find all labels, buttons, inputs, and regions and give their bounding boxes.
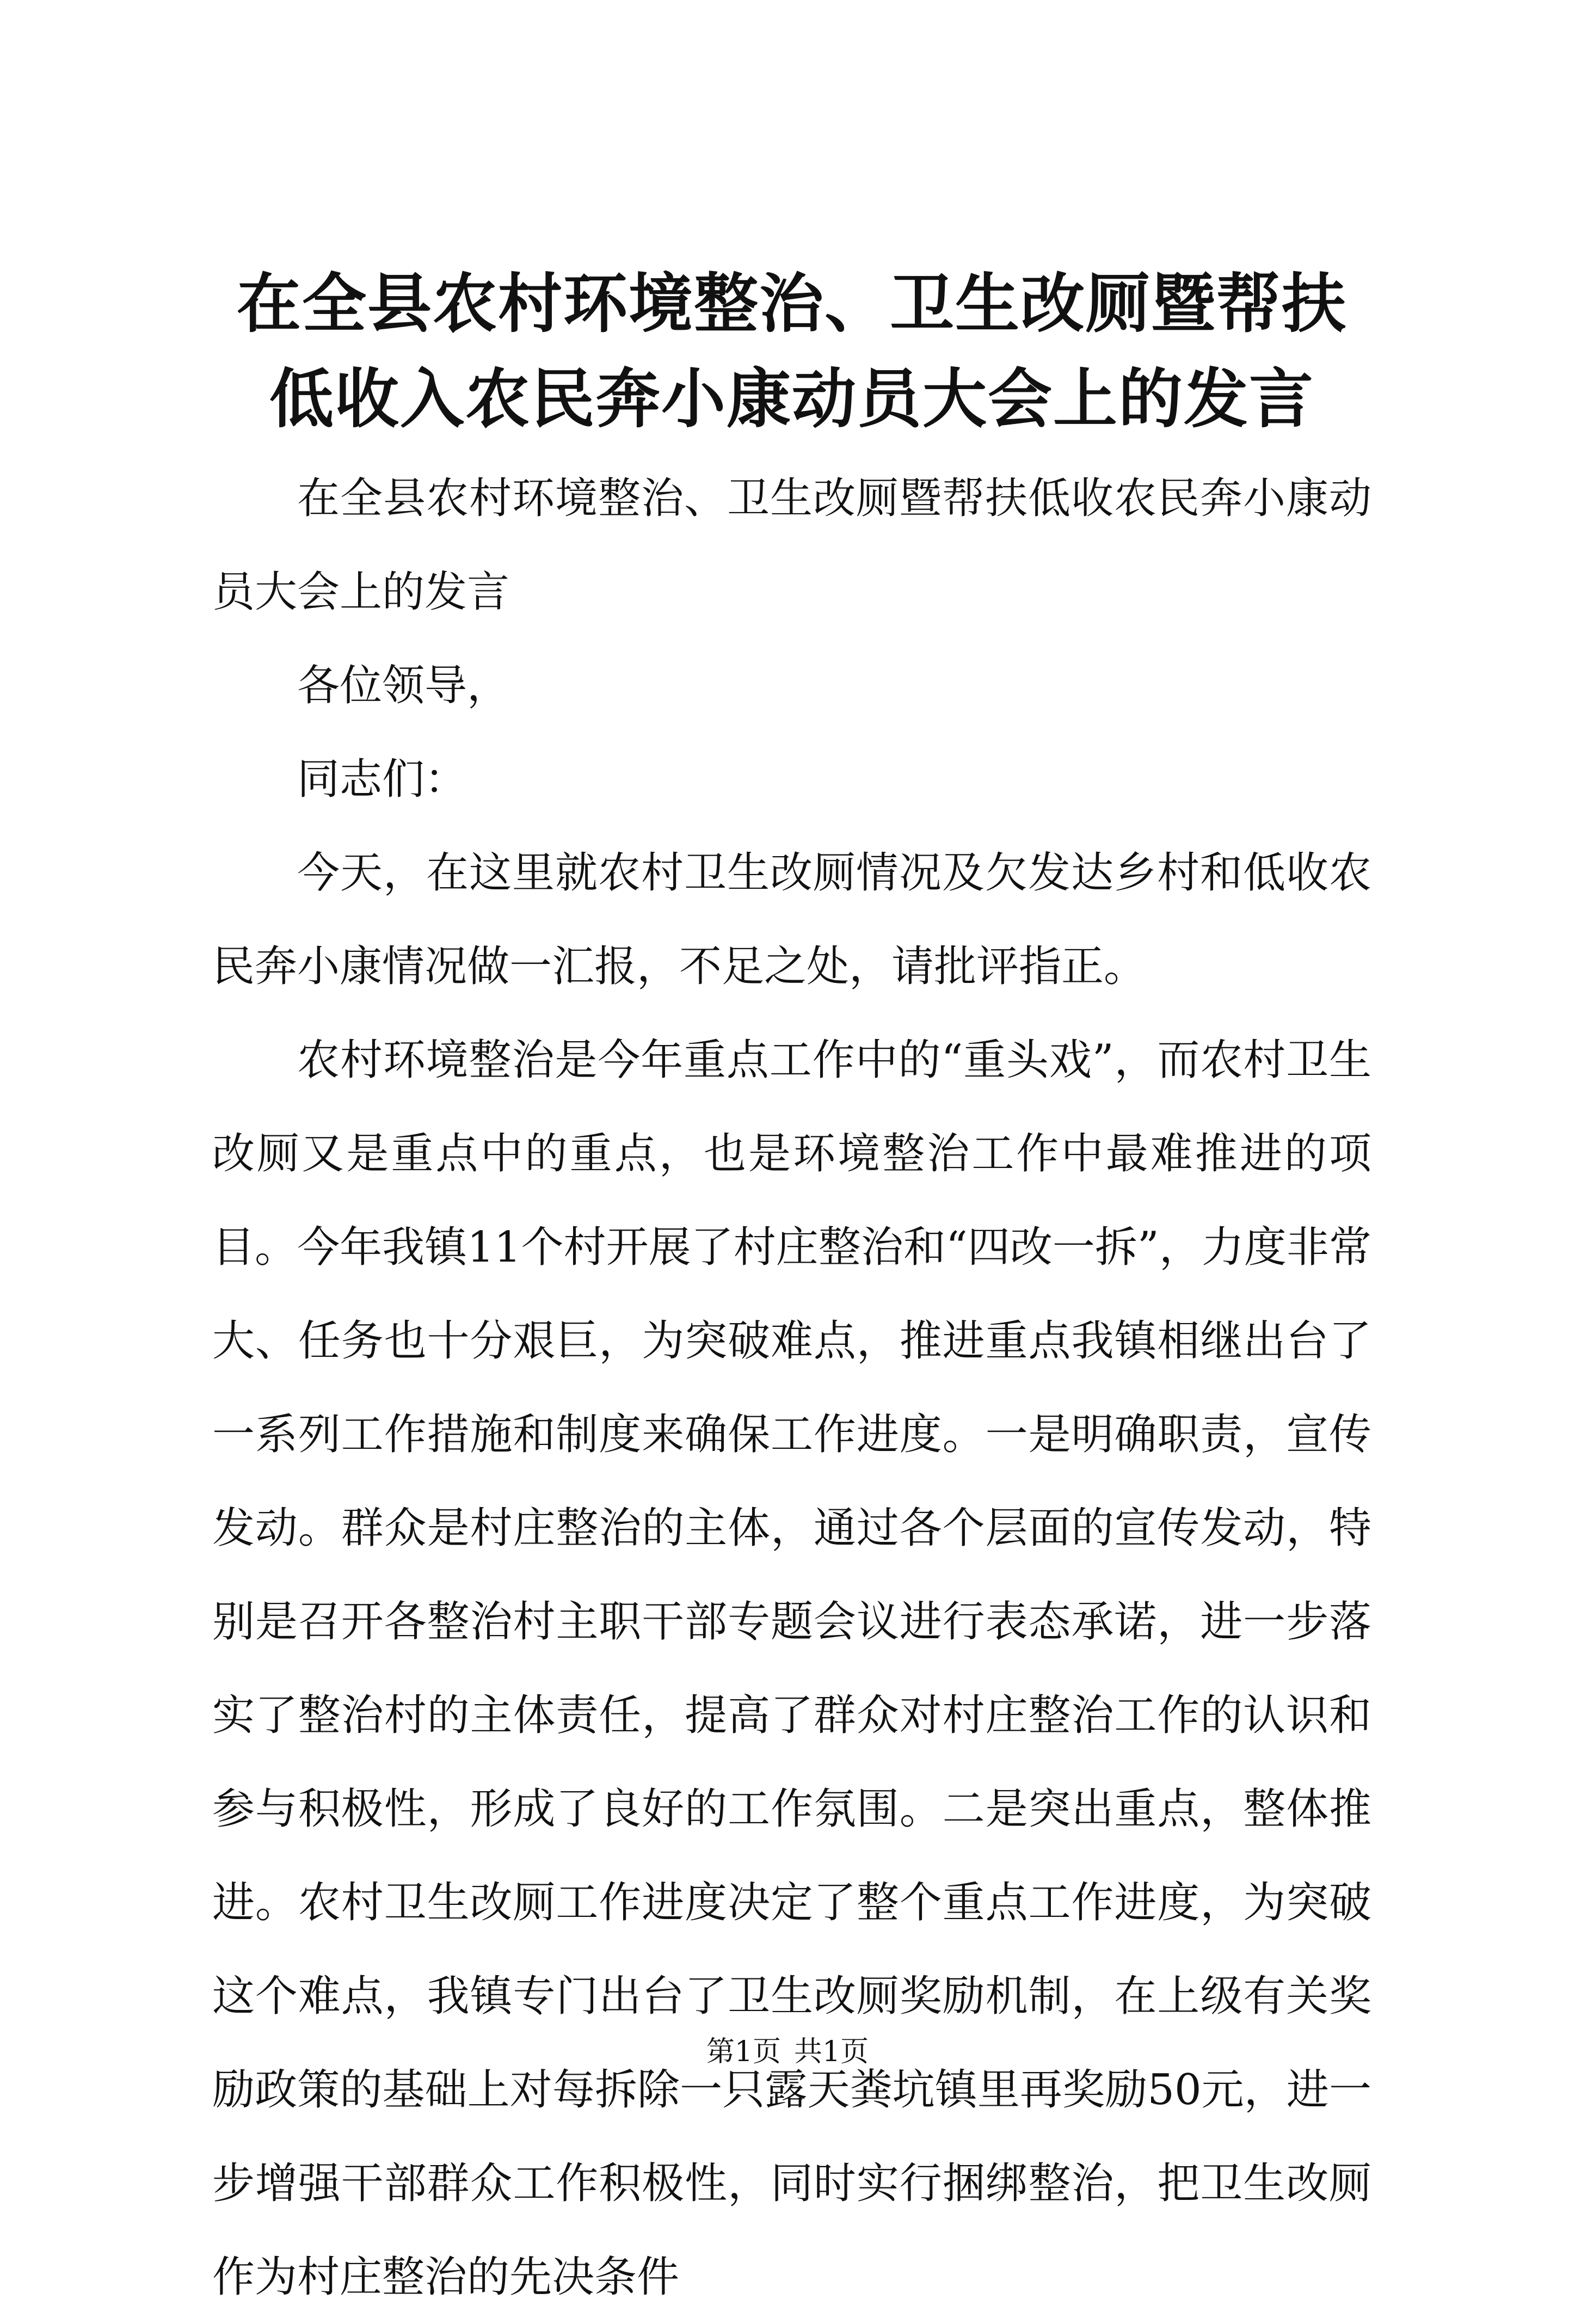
page-number-current: 第1页 [706,2036,781,2068]
paragraph-intro: 今天，在这里就农村卫生改厕情况及欠发达乡村和低收农民奔小康情况做一汇报，不足之处，请批评指正。 [212,849,1371,991]
document-title: 在全县农村环境整治、卫生改厕暨帮扶低收入农民奔小康动员大会上的发言 [236,266,1347,436]
paragraph-main: 农村环境整治是今年重点工作中的“重头戏”，而农村卫生改厕又是重点中的重点，也是环境整治工作中最难推进的项目。今年我镇11个村开展了村庄整治和“四改一拆”，力度非常大、任务也十分艰巨，为突破难点，推进重点我镇相继出台了一系列工作措施和制度来确保工作进度。一是明确职责，宣传发动。群众是村庄整治的主体，通过各个层面的宣传发动，特别是召开各整治村主职干部专题会议进行表态承诺，进一步落实了整治村的主体责任，提高了群众对村庄整治工作的认识和参与积极性，形成了良好的工作氛围。二是突出重点，整体推进。农村卫生改厕工作进度决定了整个重点工作进度，为突破这个难点，我镇专门出台了卫生改厕奖励机制，在上级有关奖励政策的基础上对每拆除一只露天粪坑镇里再奖励50元，进一步增强干部群众工作积极性，同时实行捆绑整治，把卫生改厕作为村庄整治的先决条件 [212,1036,1371,2302]
paragraph-heading-repeat: 在全县农村环境整治、卫生改厕暨帮扶低收农民奔小康动员大会上的发言 [212,474,1371,617]
page-number-total: 共1页 [794,2036,869,2068]
paragraph-salutation-leaders: 各位领导， [297,661,510,710]
page-footer [0,2033,1575,2071]
paragraph-salutation-comrades: 同志们： [297,755,467,804]
